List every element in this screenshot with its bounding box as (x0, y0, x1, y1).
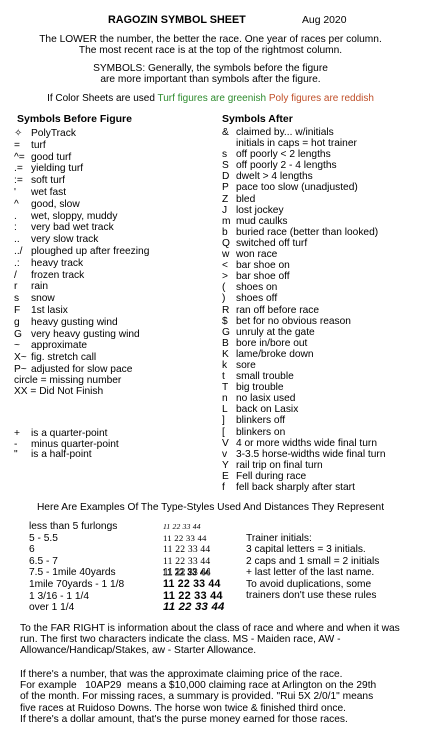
after-symbol-row-symbol: J (222, 204, 228, 216)
after-symbol-row (222, 415, 417, 426)
after-symbol-row-symbol: n (222, 393, 228, 405)
example-distance: 5 - 5.5 (29, 532, 58, 544)
after-symbol-row (222, 482, 417, 493)
before-symbol-row-description: very bad wet track (31, 222, 114, 234)
before-symbol-row-symbol: g (14, 316, 20, 328)
after-symbol-row-symbol: B (222, 337, 229, 349)
before-symbol-row-symbol: P~ (14, 363, 27, 375)
after-symbol-row-symbol: s (222, 149, 228, 161)
before-symbol-row-description: very slow track (31, 234, 99, 246)
before-symbol-list (14, 128, 204, 376)
color-note-turf: Turf figures are greenish (157, 93, 267, 104)
before-symbol-row-description: good turf (31, 151, 72, 163)
before-symbol-row-symbol: .: (14, 257, 20, 269)
after-symbol-row-symbol: Y (222, 459, 229, 471)
after-symbol-row (222, 460, 417, 471)
after-symbol-row (222, 382, 417, 393)
example-type-sample: 11 22 33 44 (163, 577, 221, 590)
after-symbol-row (222, 427, 417, 438)
before-symbol-row-symbol: .= (14, 163, 23, 175)
before-symbol-row (14, 128, 204, 140)
before-symbol-row (14, 211, 204, 223)
before-symbol-row-symbol: F (14, 304, 21, 316)
date-label: Aug 2020 (302, 15, 347, 26)
after-symbol-row (222, 371, 417, 382)
example-row (29, 544, 229, 556)
trainer-note-line: Trainer initials: (246, 533, 312, 544)
example-type-sample: 11 22 33 44 (163, 567, 211, 579)
after-symbol-row (222, 316, 417, 327)
before-symbol-row (14, 234, 204, 246)
before-symbol-row-symbol: ✧ (14, 128, 23, 139)
example-row (29, 533, 229, 545)
color-note-prefix: If Color Sheets are used (47, 93, 158, 104)
after-symbol-row-description: bled (236, 193, 256, 205)
claiming-line: For example 10AP29 means a $10,000 claiming race at Arlington on the 29th (20, 680, 377, 692)
after-symbol-row-description: claimed by... w/initials (236, 127, 334, 138)
example-distance: 7.5 - 1mile 40yards (29, 567, 116, 579)
before-symbol-row-description: ploughed up after freezing (31, 245, 150, 257)
after-symbol-row-description: bar shoe on (236, 260, 290, 272)
after-symbol-row-symbol: ( (222, 282, 226, 294)
example-type-sample: 11 22 33 44 (163, 555, 211, 567)
point-symbol-row-description: is a quarter-point (31, 428, 108, 439)
before-symbol-row-symbol: ' (14, 186, 16, 198)
intro-line-2: The most recent race is at the top of the rightmost column. (78, 45, 343, 56)
after-symbol-row (222, 404, 417, 415)
examples-list (29, 521, 229, 614)
before-symbol-row-symbol: s (14, 293, 20, 305)
after-symbol-row-symbol: < (222, 260, 228, 272)
before-symbol-row-description: wet fast (31, 186, 67, 198)
trainer-note-line: + last letter of the last name. (246, 567, 375, 579)
claiming-line: If there's a dollar amount, that's the purse money earned for those races. (20, 713, 348, 725)
after-symbol-row-symbol: k (222, 359, 228, 371)
before-symbol-row-symbol: . (14, 210, 17, 222)
after-symbol-row (222, 449, 417, 460)
before-symbol-row-symbol: = (14, 139, 20, 151)
after-symbol-row (222, 194, 417, 205)
before-symbol-row-symbol: := (14, 175, 23, 187)
example-distance: 1mile 70yards - 1 1/8 (29, 578, 125, 590)
before-symbol-row (14, 305, 204, 317)
before-symbol-row-symbol: X~ (14, 352, 27, 364)
after-symbol-row-description: 4 or more widths wide final turn (236, 437, 377, 449)
after-symbol-row-symbol: S (222, 160, 229, 172)
after-symbol-row (222, 127, 417, 138)
after-symbol-row-description: Fell during race (236, 470, 307, 482)
claiming-line: five races at Ruidoso Downs. The horse won twice & finished third once. (20, 702, 346, 714)
before-symbol-row (14, 364, 204, 376)
after-symbol-row-description: off poorly < 2 lengths (236, 149, 331, 161)
after-symbol-row-symbol: & (222, 127, 229, 138)
before-symbol-row-description: adjusted for slow pace (31, 363, 133, 375)
before-symbol-row (14, 163, 204, 175)
after-symbol-row (222, 260, 417, 271)
example-type-sample: 11 22 33 44 (163, 589, 223, 602)
point-symbol-row-description: minus quarter-point (31, 438, 119, 450)
before-symbol-row (14, 246, 204, 258)
after-symbol-row-symbol: ) (222, 293, 226, 305)
before-symbol-row (14, 352, 204, 364)
after-symbol-row-symbol: G (222, 326, 230, 338)
page-title: RAGOZIN SYMBOL SHEET (108, 14, 246, 26)
before-header: Symbols Before Figure (17, 113, 132, 125)
before-symbol-row (14, 175, 204, 187)
trainer-note-line: trainers don't use these rules (246, 589, 377, 601)
before-symbol-row-description: heavy gusting wind (31, 316, 118, 328)
after-symbol-row (222, 471, 417, 482)
intro-line-4: are more important than symbols after the figure. (100, 74, 321, 85)
example-distance: less than 5 furlongs (29, 521, 118, 532)
far-right-paragraph: To the FAR RIGHT is information about the class of race and where and when it was run. The first two characters indicate the class. MS - Maiden race, AW - Allowance/Handicap/Stakes, aw - Starter Allowance. (20, 623, 400, 657)
before-symbol-row-symbol: / (14, 269, 17, 281)
after-symbol-row (222, 349, 417, 360)
after-symbol-row-symbol: $ (222, 315, 228, 327)
after-symbol-row-description: sore (236, 359, 256, 371)
after-symbol-row-description: back on Lasix (236, 404, 299, 416)
after-symbol-row-description: bore in/bore out (236, 337, 308, 349)
before-symbol-row-symbol: ^= (14, 151, 25, 163)
example-distance: 6 (29, 544, 35, 556)
before-symbol-row-description: frozen track (31, 269, 85, 281)
before-symbol-row-description: soft turf (31, 175, 65, 187)
before-symbol-row-symbol: : (14, 222, 17, 234)
after-symbol-row-symbol: m (222, 215, 231, 227)
after-header: Symbols After (222, 113, 293, 125)
before-symbol-row (14, 317, 204, 329)
after-symbol-row (222, 438, 417, 449)
after-symbol-row (222, 238, 417, 249)
after-symbol-row-description: buried race (better than looked) (236, 226, 379, 238)
claiming-line: of the month. For missing races, a summary is provided. "Rui 5X 2/0/1" means (20, 691, 374, 703)
after-symbol-row-symbol: E (222, 470, 229, 482)
before-symbol-row (14, 258, 204, 270)
example-type-sample: 11 22 33 44 (163, 601, 225, 614)
point-symbol-row-symbol: - (14, 438, 18, 450)
after-symbol-row-description: off poorly 2 - 4 lengths (236, 160, 337, 172)
after-symbol-row (222, 138, 417, 149)
point-symbol-row-description: is a half-point (31, 449, 92, 461)
before-symbol-row (14, 222, 204, 234)
after-symbol-row-symbol: V (222, 437, 229, 449)
trainer-note-line: To avoid duplications, some (246, 578, 372, 590)
before-symbol-row (14, 281, 204, 293)
before-symbol-row-description: turf (31, 139, 46, 151)
before-symbol-row-symbol: r (14, 281, 18, 293)
before-symbol-row (14, 293, 204, 305)
before-symbol-row (14, 329, 204, 341)
intro-line-3: SYMBOLS: Generally, the symbols before the figure (93, 63, 328, 74)
after-symbol-row-symbol: [ (222, 426, 225, 438)
example-row (29, 579, 229, 591)
after-symbol-row-description: blinkers off (236, 415, 286, 427)
trainer-note-line: 3 capital letters = 3 initials. (246, 544, 366, 556)
after-symbol-row-description: pace too slow (unadjusted) (236, 182, 358, 194)
trainer-note-line: 2 caps and 1 small = 2 initials (246, 555, 380, 567)
before-symbol-row-description: PolyTrack (31, 128, 76, 139)
point-symbol-row-symbol: " (14, 449, 18, 461)
after-symbol-row-symbol: L (222, 404, 228, 416)
before-symbol-row-symbol: ../ (14, 245, 23, 257)
after-symbol-row (222, 149, 417, 160)
after-symbol-row-symbol: P (222, 182, 229, 194)
xx-note: XX = Did Not Finish (14, 386, 104, 397)
point-symbol-row-symbol: + (14, 428, 20, 439)
circle-note: circle = missing number (14, 375, 122, 386)
after-symbol-row-description: mud caulks (236, 215, 288, 227)
after-symbol-row-symbol: R (222, 304, 230, 316)
point-symbol-row (14, 439, 204, 450)
after-symbol-row (222, 293, 417, 304)
after-symbol-row-symbol: Z (222, 193, 229, 205)
after-symbol-row-description: blinkers on (236, 426, 286, 438)
before-symbol-row-symbol: ^ (14, 198, 19, 210)
after-symbol-row (222, 305, 417, 316)
after-symbol-row (222, 216, 417, 227)
after-symbol-row-description: won race (236, 249, 278, 261)
after-symbol-row (222, 360, 417, 371)
before-symbol-row-symbol: G (14, 328, 22, 340)
before-symbol-row-description: yielding turf (31, 163, 84, 175)
before-symbol-row (14, 140, 204, 152)
after-symbol-row-description: fell back sharply after start (236, 482, 355, 493)
after-symbol-row-description: dwelt > 4 lengths (236, 171, 313, 183)
after-symbol-row-symbol: f (222, 482, 225, 493)
example-row (29, 602, 229, 614)
after-symbol-row-description: small trouble (236, 371, 294, 383)
after-symbol-row-description: 3-3.5 horse-widths wide final turn (236, 448, 386, 460)
after-symbol-row (222, 182, 417, 193)
claiming-line: If there's a number, that was the approximate claiming price of the race. (20, 669, 343, 680)
after-symbol-row-description: lame/broke down (236, 348, 314, 360)
example-row (29, 556, 229, 568)
after-symbol-row (222, 271, 417, 282)
color-note-poly: Poly figures are reddish (268, 93, 374, 104)
after-symbol-row (222, 282, 417, 293)
example-distance: 1 3/16 - 1 1/4 (29, 590, 90, 602)
after-symbol-list (222, 127, 417, 493)
after-symbol-row-description: shoes on (236, 282, 278, 294)
trainer-initials-notes (246, 533, 421, 601)
after-symbol-row-symbol: ] (222, 415, 225, 427)
after-symbol-row-description: shoes off (236, 293, 278, 305)
after-symbol-row-symbol: t (222, 371, 225, 383)
after-symbol-row-description: ran off before race (236, 304, 320, 316)
before-symbol-row-description: rain (31, 281, 48, 293)
after-symbol-row-symbol: D (222, 171, 230, 183)
intro-line-1: The LOWER the number, the better the race. One year of races per column. (39, 34, 382, 45)
after-symbol-row (222, 205, 417, 216)
after-symbol-row-symbol: b (222, 226, 228, 238)
after-symbol-row-symbol: v (222, 448, 228, 460)
after-symbol-row-symbol (222, 138, 236, 149)
before-symbol-row (14, 187, 204, 199)
after-symbol-row-description: rail trip on final turn (236, 459, 323, 471)
after-symbol-row-symbol: w (222, 249, 230, 261)
after-symbol-row (222, 393, 417, 404)
after-symbol-row-symbol: K (222, 348, 229, 360)
points-list (14, 428, 204, 460)
before-symbol-row-description: wet, sloppy, muddy (31, 210, 118, 222)
color-note (0, 93, 421, 104)
before-symbol-row (14, 152, 204, 164)
before-symbol-row-description: good, slow (31, 198, 80, 210)
after-symbol-row-symbol: T (222, 382, 229, 394)
before-symbol-row-description: fig. stretch call (31, 352, 97, 364)
after-symbol-row-description: no lasix used (236, 393, 296, 405)
after-symbol-row (222, 327, 417, 338)
example-type-sample: 11 22 33 44 (163, 532, 207, 543)
after-symbol-row (222, 227, 417, 238)
after-symbol-row-symbol: > (222, 271, 228, 283)
after-symbol-row (222, 249, 417, 260)
after-symbol-row-description: initials in caps = hot trainer (236, 138, 357, 150)
before-symbol-row (14, 270, 204, 282)
before-symbol-row-description: very heavy gusting wind (31, 328, 140, 340)
before-symbol-row-description: snow (31, 293, 55, 305)
example-type-sample: 11 22 33 44 (163, 522, 201, 531)
example-type-sample: 11 22 33 44 (163, 544, 211, 556)
after-symbol-row-description: bet for no obvious reason (236, 315, 351, 327)
example-distance: 6.5 - 7 (29, 555, 58, 567)
after-symbol-row (222, 338, 417, 349)
point-symbol-row (14, 428, 204, 439)
before-symbol-row-symbol: .. (14, 234, 20, 246)
before-symbol-row (14, 340, 204, 352)
before-symbol-row-description: 1st lasix (31, 304, 68, 316)
after-symbol-row-description: bar shoe off (236, 271, 290, 283)
before-symbol-row (14, 199, 204, 211)
example-distance: over 1 1/4 (29, 602, 75, 614)
before-symbol-row-description: approximate (31, 340, 88, 352)
after-symbol-row (222, 171, 417, 182)
point-symbol-row (14, 449, 204, 460)
after-symbol-row-description: big trouble (236, 382, 284, 394)
after-symbol-row-description: lost jockey (236, 204, 284, 216)
claiming-paragraph (20, 669, 420, 725)
example-row (29, 521, 229, 533)
before-symbol-row-description: heavy track (31, 257, 84, 269)
after-symbol-row-symbol: Q (222, 237, 230, 249)
after-symbol-row-description: unruly at the gate (236, 326, 315, 338)
after-symbol-row (222, 160, 417, 171)
after-symbol-row-description: switched off turf (236, 237, 308, 249)
before-symbol-row-symbol: ~ (14, 340, 20, 352)
examples-header: Here Are Examples Of The Type-Styles Used And Distances They Represent (36, 502, 385, 513)
